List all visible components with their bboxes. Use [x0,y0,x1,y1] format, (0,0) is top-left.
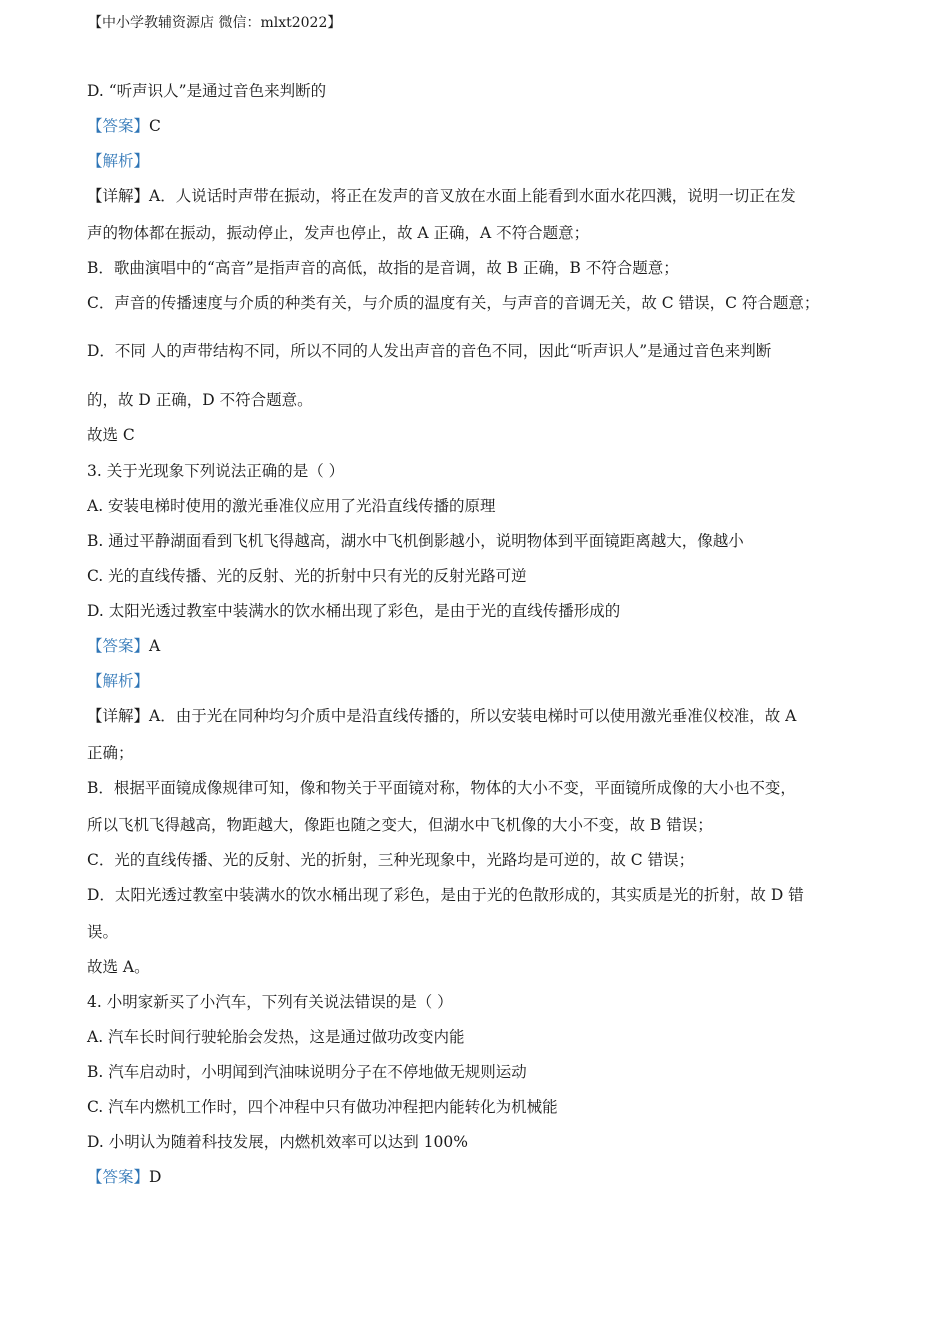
q4-option-a: A. 汽车长时间行驶轮胎会发热，这是通过做功改变内能 [87,1028,465,1046]
q2-detail-line: D．不同 人的声带结构不同，所以不同的人发出声音的音色不同，因此“听声识人”是通过音色来判断 [87,342,772,360]
q3-detail-line: 所以飞机飞得越高，物距越大，像距也随之变大，但湖水中飞机像的大小不变，故 B 错误； [87,816,713,834]
q2-conclusion: 故选 C [87,426,135,444]
answer-value: D [149,1168,162,1186]
page-header: 【中小学教辅资源店 微信：mlxt2022】 [88,15,342,31]
q3-detail-line: 正确； [87,744,134,762]
q2-analysis-label: 【解析】 [87,152,150,170]
q2-detail-line: C．声音的传播速度与介质的种类有关，与介质的温度有关，与声音的音调无关，故 C 错误，C 符合题意； [87,294,820,312]
q3-detail-line: 【详解】A．由于光在同种均匀介质中是沿直线传播的，所以安装电梯时可以使用激光垂准仪校准，故 A [87,707,797,725]
answer-label: 【答案】 [87,1168,150,1186]
q3-option-c: C. 光的直线传播、光的反射、光的折射中只有光的反射光路可逆 [87,567,527,585]
q4-option-c: C. 汽车内燃机工作时，四个冲程中只有做功冲程把内能转化为机械能 [87,1098,558,1116]
q3-answer [87,636,160,656]
q3-stem: 3. 关于光现象下列说法正确的是（ ） [87,462,345,480]
q4-option-d: D. 小明认为随着科技发展，内燃机效率可以达到 100% [87,1133,468,1151]
q3-option-b: B. 通过平静湖面看到飞机飞得越高，湖水中飞机倒影越小，说明物体到平面镜距离越大，像越小 [87,532,744,550]
q2-detail-line: 声的物体都在振动，振动停止，发声也停止，故 A 正确，A 不符合题意； [87,224,590,242]
q4-stem: 4. 小明家新买了小汽车，下列有关说法错误的是（ ） [87,993,453,1011]
q2-option-d: D. “听声识人”是通过音色来判断的 [87,82,327,100]
q3-conclusion: 故选 A。 [87,958,150,976]
q4-option-b: B. 汽车启动时，小明闻到汽油味说明分子在不停地做无规则运动 [87,1063,527,1081]
answer-label: 【答案】 [87,117,150,135]
q3-detail-line: 误。 [87,923,119,941]
q3-option-a: A. 安装电梯时使用的激光垂准仪应用了光沿直线传播的原理 [87,497,496,515]
q2-answer [87,116,161,136]
q3-detail-line: C．光的直线传播、光的反射、光的折射，三种光现象中，光路均是可逆的，故 C 错误； [87,851,695,869]
q3-detail-line: D．太阳光透过教室中装满水的饮水桶出现了彩色，是由于光的色散形成的，其实质是光的折射，故 D 错 [87,886,804,904]
answer-value: A [149,637,161,655]
q4-answer [87,1167,161,1187]
q3-analysis-label: 【解析】 [87,672,150,690]
q3-detail-line: B．根据平面镜成像规律可知，像和物关于平面镜对称，物体的大小不变，平面镜所成像的大小也不变， [87,779,796,797]
q3-option-d: D. 太阳光透过教室中装满水的饮水桶出现了彩色，是由于光的直线传播形成的 [87,602,621,620]
q2-detail-line: B．歌曲演唱中的“高音”是指声音的高低，故指的是音调，故 B 正确，B 不符合题意； [87,259,679,277]
q2-detail-line: 【详解】A．人说话时声带在振动，将正在发声的音叉放在水面上能看到水面水花四溅，说明一切正在发 [87,187,796,205]
answer-label: 【答案】 [87,637,150,655]
answer-value: C [149,117,161,135]
q2-detail-line: 的，故 D 正确，D 不符合题意。 [87,391,313,409]
